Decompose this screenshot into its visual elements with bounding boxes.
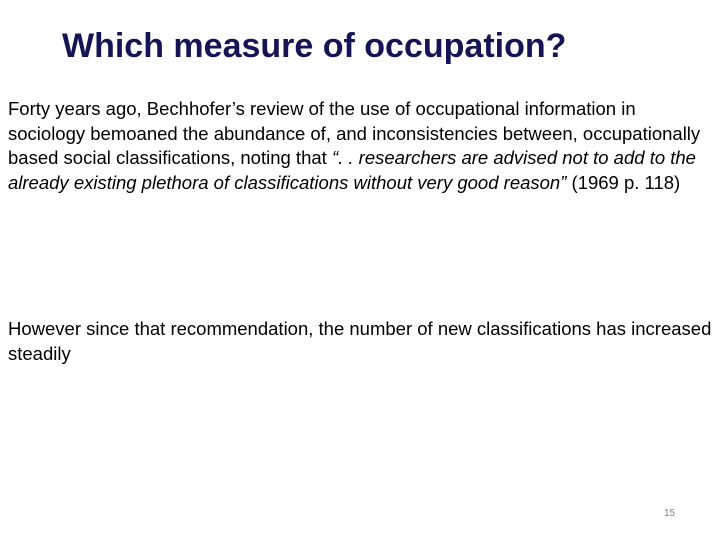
bechhofer-quote: “. . researchers are advised not to add to the already existing plethora of classifications without very good reason”	[8, 147, 696, 193]
paragraph-intro-text: Forty years ago, Bechhofer’s review of the use of occupational information in sociology bemoaned the abundance of, and inconsistencies between, occupationally based social classifications, noting that	[8, 98, 701, 168]
citation-text: (1969 p. 118)	[566, 171, 681, 193]
paragraph-bechhofer-review	[8, 97, 714, 195]
slide-title: Which measure of occupation?	[62, 27, 567, 65]
page-number: 15	[664, 508, 676, 519]
paragraph-classifications-increase: However since that recommendation, the number of new classifications has increased steadily	[8, 318, 712, 364]
